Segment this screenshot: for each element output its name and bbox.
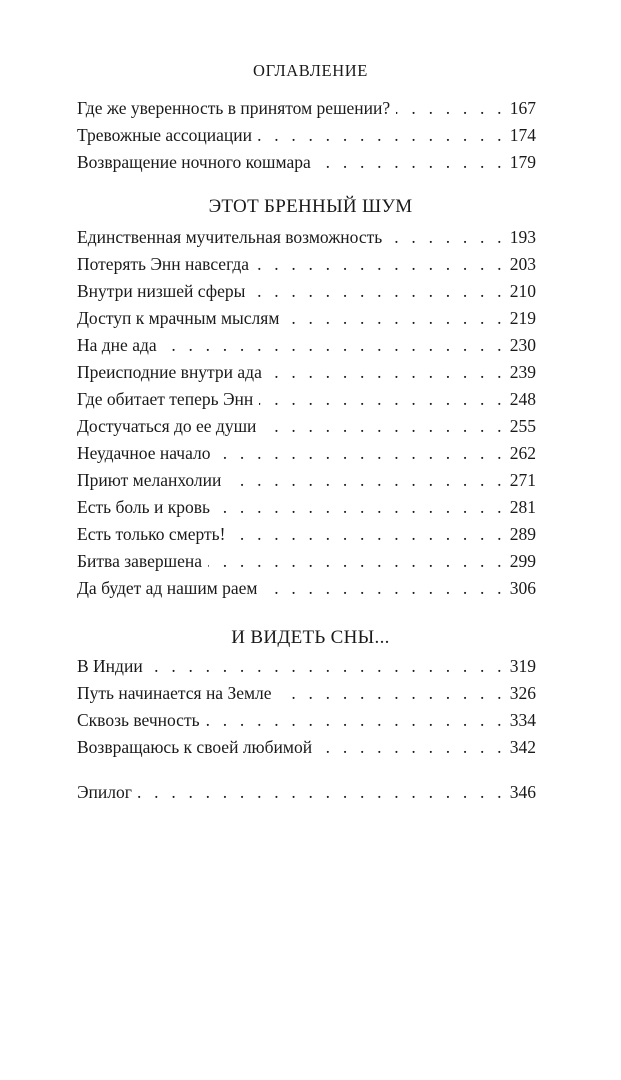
toc-entry-page: 326 [509,683,536,703]
toc-entry-title: Внутри низшей сферы [77,281,246,301]
dot-leader [259,389,506,410]
toc-entry-page: 239 [509,362,536,382]
toc-group-epilogue [77,782,536,809]
dot-leader [388,227,505,248]
toc-entry-title: Битва завершена [77,551,202,571]
toc-entry-page: 342 [509,737,536,757]
toc-entry [77,227,536,254]
toc-entry-page: 289 [509,524,536,544]
toc-entry-title: Единственная мучительная возможность [77,227,383,247]
toc-entry-page: 346 [509,782,536,802]
toc-entry [77,524,536,551]
toc-entry [77,125,536,152]
toc-entry-page: 262 [509,443,536,463]
toc-entry [77,578,536,605]
dot-leader [227,470,505,491]
toc-entry [77,710,536,737]
toc-entry [77,254,536,281]
toc-entry-page: 203 [509,254,536,274]
page-header: ОГЛАВЛЕНИЕ [253,61,368,80]
toc-entry-page: 255 [509,416,536,436]
dot-leader [206,710,506,731]
section-title: ЭТОТ БРЕННЫЙ ШУМ [208,196,413,217]
section-title: И ВИДЕТЬ СНЫ... [231,627,390,648]
toc-group-section [77,656,536,764]
dot-leader [231,524,505,545]
toc-entry-title: Достучаться до ее души [77,416,257,436]
toc-entry-page: 219 [509,308,536,328]
toc-entry [77,308,536,335]
toc-entry-title: Возвращаюсь к своей любимой [77,737,313,757]
toc-entry-page: 299 [509,551,536,571]
toc-entry-page: 167 [509,98,536,118]
toc-entry-page: 174 [509,125,536,145]
dot-leader [258,125,506,146]
toc-entry-page: 271 [509,470,536,490]
toc-entry-title: Где же уверенность в принятом решении? [77,98,391,118]
toc-entry [77,416,536,443]
toc-entry-page: 334 [509,710,536,730]
toc-entry [77,362,536,389]
toc-entry-title: Да будет ад нашим раем [77,578,258,598]
toc-entry-page: 210 [509,281,536,301]
dot-leader [208,551,506,572]
dot-leader [262,416,505,437]
toc-entry-page: 319 [509,656,536,676]
toc-entry [77,656,536,683]
toc-entry-page: 179 [509,152,536,172]
toc-entry-title: Сквозь вечность [77,710,200,730]
dot-leader [264,578,506,599]
toc-entry-title: В Индии [77,656,143,676]
toc-entry [77,782,536,809]
toc-entry-title: Неудачное начало [77,443,211,463]
dot-leader [217,443,506,464]
dot-leader [163,335,506,356]
dot-leader [278,683,506,704]
toc-entry-page: 306 [509,578,536,598]
toc-entry [77,737,536,764]
toc-entry-title: Преисподние внутри ада [77,362,262,382]
dot-leader [268,362,506,383]
toc-entry-title: Доступ к мрачным мыслям [77,308,280,328]
toc-group-continued [77,98,536,179]
dot-leader [149,656,506,677]
toc-entry [77,98,536,125]
toc-entry-title: На дне ада [77,335,157,355]
toc-entry-title: Путь начинается на Земле [77,683,272,703]
toc-entry-page: 230 [509,335,536,355]
toc-entry-title: Эпилог [77,782,132,802]
toc-entry [77,389,536,416]
toc-entry [77,335,536,362]
dot-leader [285,308,505,329]
toc-entry-page: 193 [509,227,536,247]
toc-entry [77,683,536,710]
dot-leader [138,782,506,803]
dot-leader [255,254,506,275]
toc-entry-title: Есть боль и кровь [77,497,210,517]
toc-entry-page: 281 [509,497,536,517]
dot-leader [396,98,506,119]
toc-entry-title: Где обитает теперь Энн [77,389,254,409]
toc-entry [77,497,536,524]
dot-leader [216,497,506,518]
toc-entry [77,551,536,578]
toc-entry-title: Есть только смерть! [77,524,226,544]
dot-leader [251,281,505,302]
toc-entry-title: Возвращение ночного кошмара [77,152,311,172]
toc-entry-title: Тревожные ассоциации [77,125,252,145]
toc-entry [77,470,536,497]
toc-group-section [77,227,536,605]
toc-entry [77,443,536,470]
toc-entry [77,152,536,179]
toc-entry-page: 248 [509,389,536,409]
dot-leader [318,737,506,758]
toc-entry-title: Приют меланхолии [77,470,222,490]
toc-entry [77,281,536,308]
dot-leader [317,152,506,173]
toc-entry-title: Потерять Энн навсегда [77,254,250,274]
